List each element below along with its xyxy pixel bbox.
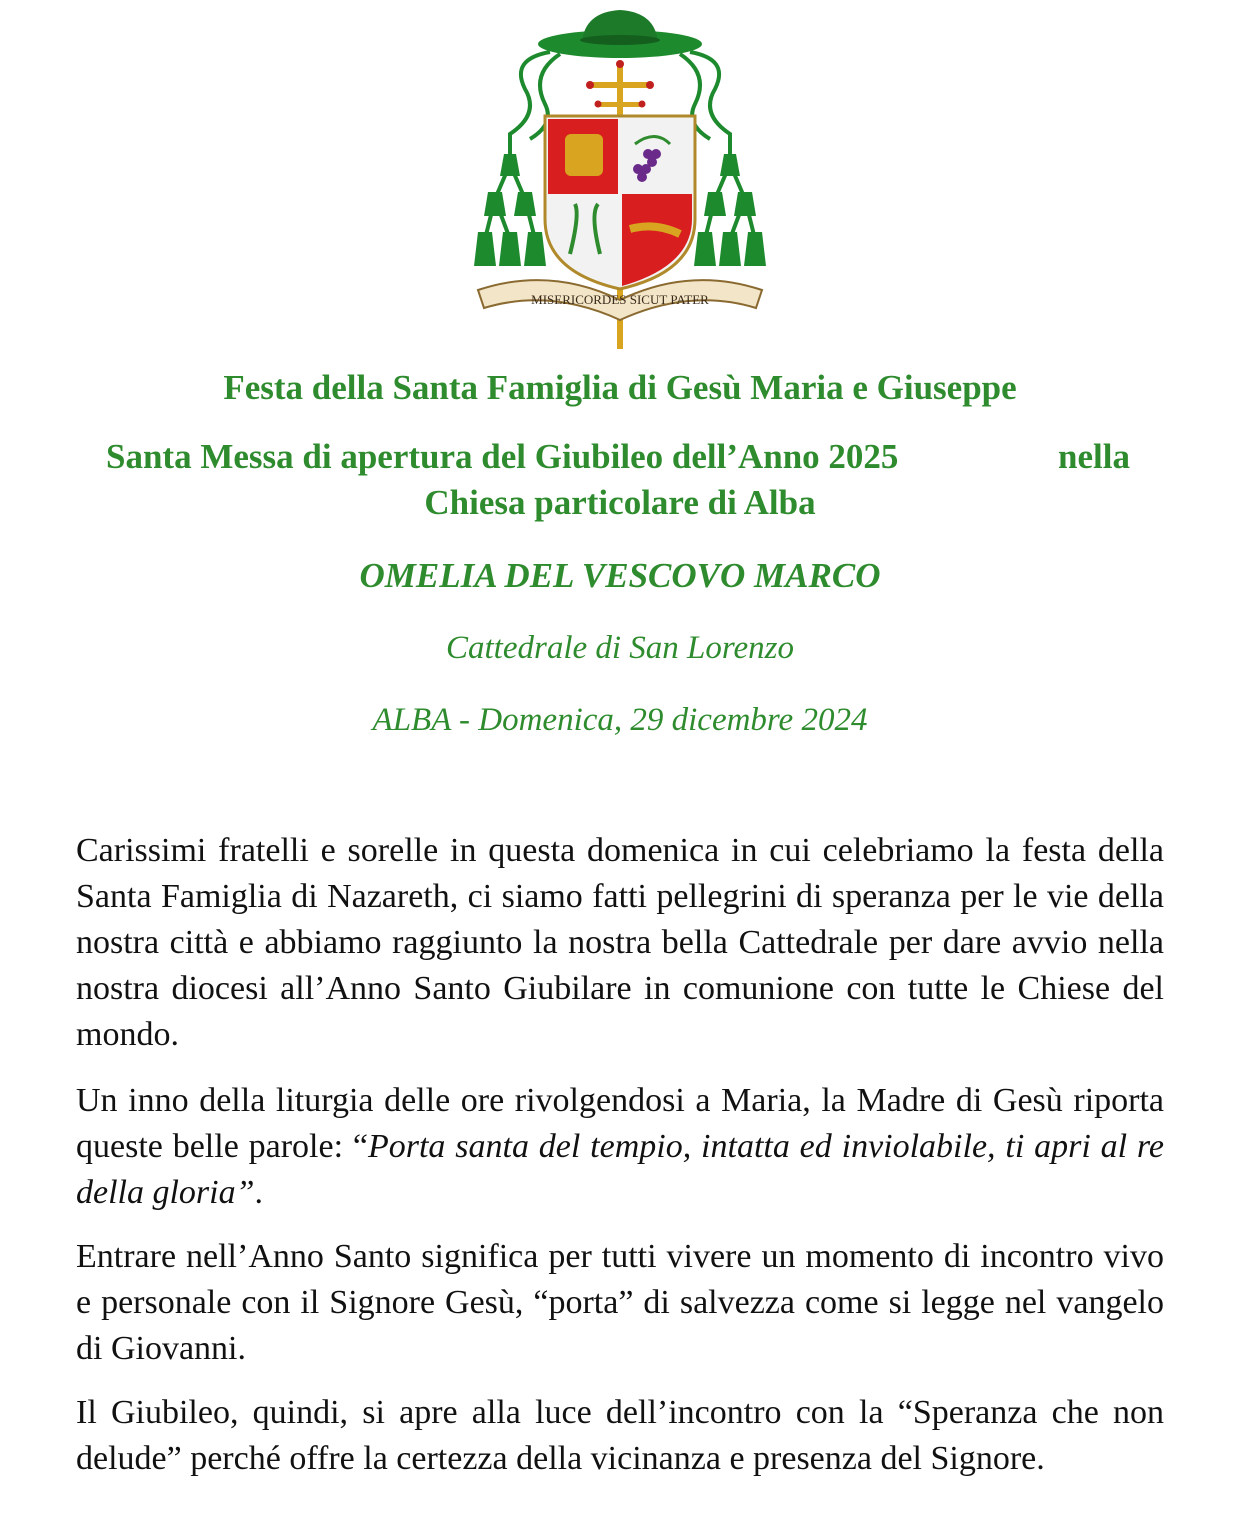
subtitle-line2: Chiesa particolare di Alba	[424, 483, 816, 522]
paragraph-1: Carissimi fratelli e sorelle in questa domenica in cui celebriamo la festa della Santa Famiglia di Nazareth, ci siamo fatti pellegrini di speranza per le vie della nostra città e abbiamo raggiunto la nostra bella Cattedrale per dare avvio nella nostra diocesi all’Anno Santo Giubilare in comunione con tutte le Chiese del mondo.	[76, 832, 1164, 1053]
coat-of-arms	[470, 4, 770, 352]
paragraph-2-end: .	[254, 1174, 264, 1211]
paragraph-4: Il Giubileo, quindi, si apre alla luce dell’incontro con la “Speranza che non delude” perché offre la certezza della vicinanza e presenza del Signore.	[76, 1394, 1164, 1477]
document-title: Festa della Santa Famiglia di Gesù Maria e Giuseppe	[223, 368, 1017, 407]
motto-text: MISERICORDES SICUT PATER	[531, 292, 709, 307]
shield-icon	[545, 116, 695, 289]
galero-hat-icon	[538, 10, 702, 58]
document-subtitle	[0, 434, 1240, 526]
place-line: Cattedrale di San Lorenzo	[445, 630, 795, 666]
date-line: ALBA - Domenica, 29 dicembre 2024	[372, 702, 868, 738]
subtitle-line1-end: nella	[1058, 437, 1130, 476]
subtitle-line1: Santa Messa di apertura del Giubileo dell’Anno 2025	[106, 437, 899, 476]
paragraph-2-quote: Porta santa del tempio, intatta ed inviolabile, ti apri al re della gloria”	[76, 1128, 1164, 1211]
paragraph-2-intro: Un inno della liturgia delle ore rivolgendosi a Maria, la Madre di Gesù riporta queste belle parole: “	[76, 1082, 1164, 1165]
paragraph-2	[76, 1078, 1164, 1216]
paragraph-3: Entrare nell’Anno Santo significa per tutti vivere un momento di incontro vivo e personale con il Signore Gesù, “porta” di salvezza come si legge nel vangelo di Giovanni.	[76, 1238, 1164, 1367]
homily-heading: OMELIA DEL VESCOVO MARCO	[359, 556, 881, 595]
